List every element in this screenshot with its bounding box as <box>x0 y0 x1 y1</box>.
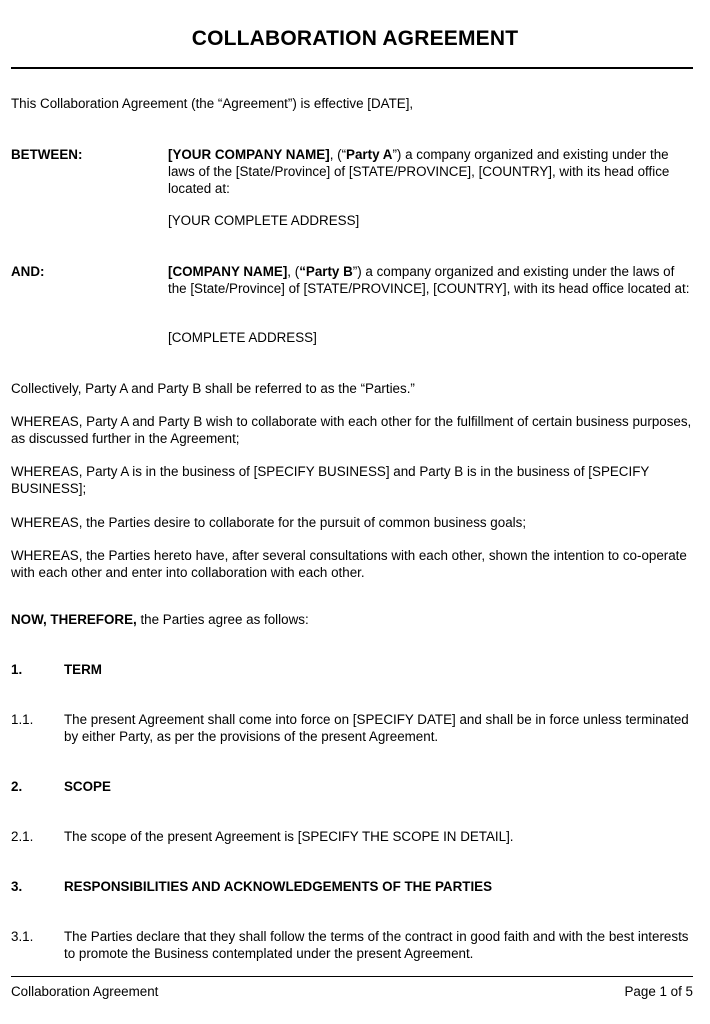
collectively-paragraph: Collectively, Party A and Party B shall be referred to as the “Parties.” <box>11 381 415 396</box>
party-a-company-name: [YOUR COMPANY NAME] <box>168 147 330 162</box>
clause-number: 2.1. <box>11 829 34 844</box>
now-therefore-rest: the Parties agree as follows: <box>136 612 309 627</box>
party-a-text: ”) a company organized and existing under the laws of the [State/Province] of [STATE/PROVINCE], [COUNTRY], with its head office located at: <box>168 147 670 196</box>
party-b-label: “Party B <box>299 264 353 279</box>
intro-paragraph: This Collaboration Agreement (the “Agreement”) is effective [DATE], <box>11 96 414 111</box>
footer-divider <box>11 976 693 977</box>
footer-page-number: Page 1 of 5 <box>624 984 693 999</box>
section-number: 1. <box>11 662 23 677</box>
party-b-description <box>168 263 696 297</box>
party-b-address: [COMPLETE ADDRESS] <box>168 330 317 345</box>
section-number: 2. <box>11 779 23 794</box>
title-divider <box>11 67 693 69</box>
party-a-separator: , (“ <box>329 147 347 162</box>
party-a-address: [YOUR COMPLETE ADDRESS] <box>168 213 360 228</box>
party-a-description <box>168 146 696 197</box>
party-b-company-name: [COMPANY NAME] <box>168 264 288 279</box>
section-title: SCOPE <box>64 779 111 794</box>
between-label: BETWEEN: <box>11 147 83 162</box>
clause-text: The Parties declare that they shall follow the terms of the contract in good faith and with the best interests to promote the Business contemplated under the present Agreement. <box>64 929 689 961</box>
and-label: AND: <box>11 264 45 279</box>
footer-document-name: Collaboration Agreement <box>11 984 159 999</box>
section-title: TERM <box>64 662 102 677</box>
now-therefore-lead: NOW, THEREFORE, <box>11 612 137 627</box>
whereas-paragraph: WHEREAS, the Parties hereto have, after several consultations with each other, shown the intention to co-operate with each other and enter into collaboration with each other. <box>11 548 687 580</box>
whereas-paragraph: WHEREAS, the Parties desire to collaborate for the pursuit of common business goals; <box>11 515 527 530</box>
section-title: RESPONSIBILITIES AND ACKNOWLEDGEMENTS OF THE PARTIES <box>64 879 493 894</box>
party-b-separator: , ( <box>287 264 300 279</box>
clause-number: 3.1. <box>11 929 34 944</box>
now-therefore-paragraph <box>11 611 696 628</box>
party-a-label: Party A <box>346 147 393 162</box>
document-title: COLLABORATION AGREEMENT <box>191 27 519 50</box>
clause-text: The present Agreement shall come into force on [SPECIFY DATE] and shall be in force unless terminated by either Party, as per the provisions of the present Agreement. <box>64 712 689 744</box>
whereas-paragraph: WHEREAS, Party A is in the business of [SPECIFY BUSINESS] and Party B is in the business of [SPECIFY BUSINESS]; <box>11 464 650 496</box>
clause-number: 1.1. <box>11 712 34 727</box>
clause-text: The scope of the present Agreement is [SPECIFY THE SCOPE IN DETAIL]. <box>64 829 514 844</box>
party-b-text: ”) a company organized and existing under the laws of the [State/Province] of [STATE/PROVINCE], [COUNTRY], with its head office located at: <box>168 264 690 296</box>
whereas-paragraph: WHEREAS, Party A and Party B wish to collaborate with each other for the fulfillment of certain business purposes, as discussed further in the Agreement; <box>11 414 692 446</box>
section-number: 3. <box>11 879 23 894</box>
